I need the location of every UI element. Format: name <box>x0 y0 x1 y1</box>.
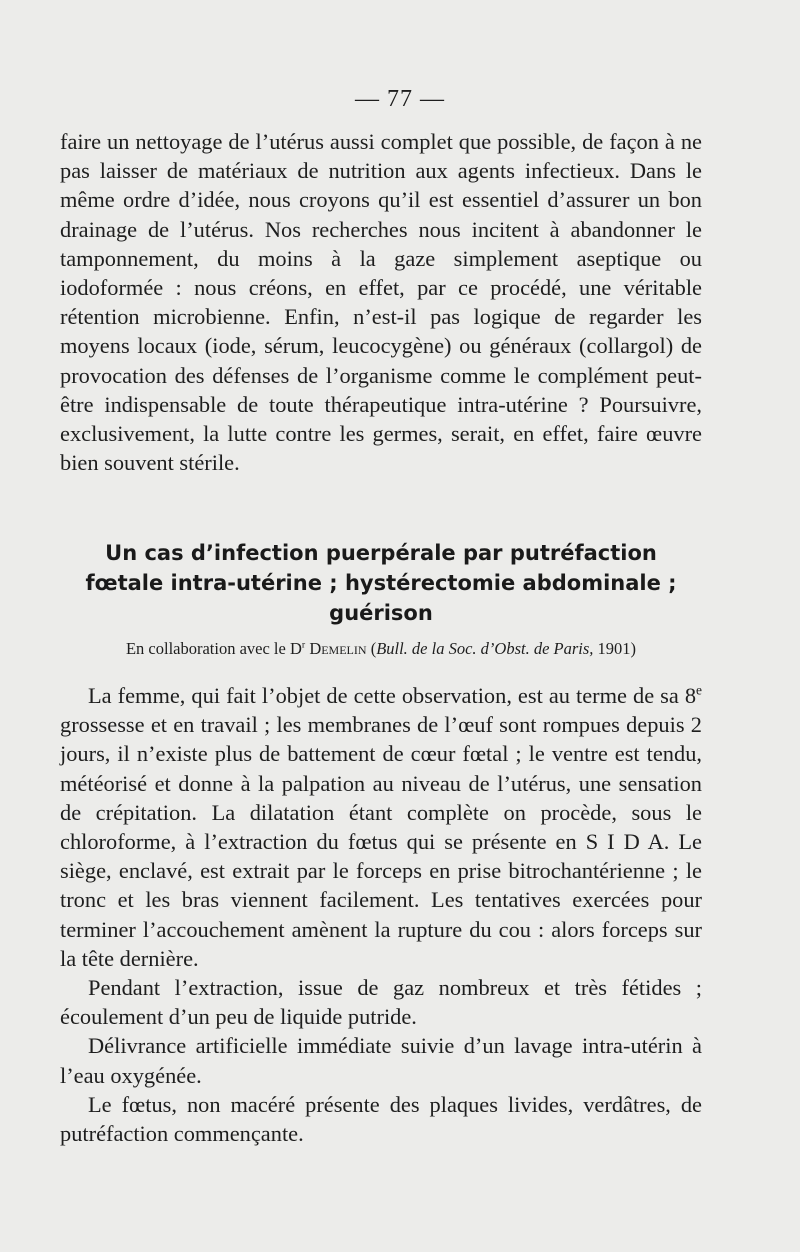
section-title-line-3: guérison <box>329 601 433 625</box>
citation-open: ( <box>366 639 377 658</box>
citation-year: 1901) <box>593 639 637 658</box>
citation-line <box>60 638 702 660</box>
case-paragraph-1-a: La femme, qui fait l’objet de cette observation, est au terme de sa 8 <box>88 683 697 708</box>
case-report-text <box>60 681 702 1148</box>
case-paragraph-1-b: grossesse et en travail ; les membranes de l’œuf sont rompues depuis 2 jours, il n’existe plus de battement de cœur fœtal ; le ventre est tendu, météorisé et donne à la palpation au niveau de l’utérus, une sensation de crépitation. La dilatation étant complète on procède, sous le chloroforme, à l’extraction du fœtus qui se présente en S I D A. Le siège, enclavé, est extrait par le forceps en prise bitrochantérienne ; le tronc et les bras viennent facilement. Les tentatives exercées pour terminer l’accouchement amènent la rupture du cou : alors forceps sur la tête dernière. <box>60 712 702 971</box>
case-paragraph-4: Le fœtus, non macéré présente des plaques livides, verdâtres, de putréfaction commençante. <box>60 1091 702 1147</box>
case-paragraph-2: Pendant l’extraction, issue de gaz nombreux et très fétides ; écoulement d’un peu de liquide putride. <box>60 975 702 1030</box>
continuation-paragraph: faire un nettoyage de l’utérus aussi complet que possible, de façon à ne pas laisser de matériaux de nutrition aux agents infectieux. Dans le même ordre d’idée, nous croyons qu’il est essentiel d’assurer un bon drainage de l’utérus. Nos recherches nous incitent à abandonner le tamponnement, du moins à la gaze simplement aseptique ou iodoformée : nous créons, en effet, par ce procédé, une véritable rétention microbienne. Enfin, n’est-il pas logique de regarder les moyens locaux (iode, sérum, leucocygène) ou généraux (collargol) de provocation des défenses de l’organisme comme le complément peut-être indispensable de toute thérapeutique intra-utérine ? Poursuivre, exclusivement, la lutte contre les germes, serait, en effet, faire œuvre bien souvent stérile. <box>60 129 702 476</box>
citation-journal: Bull. de la Soc. d’Obst. de Paris, <box>376 639 594 658</box>
case-paragraph-1 <box>60 681 702 973</box>
citation-author: Demelin <box>309 639 367 658</box>
citation-prefix: En collaboration avec le D <box>125 639 302 658</box>
section-title-line-1: Un cas d’infection puerpérale par putréfaction <box>105 541 657 565</box>
section-title <box>60 538 702 628</box>
page-number: — 77 — <box>355 86 445 112</box>
section-title-line-2: fœtale intra-utérine ; hystérectomie abdominale ; <box>85 571 677 595</box>
continuation-text <box>60 127 702 477</box>
citation-prefix-sup: r <box>301 639 306 651</box>
case-paragraph-3: Délivrance artificielle immédiate suivie d’un lavage intra-utérin à l’eau oxygénée. <box>60 1033 702 1088</box>
case-paragraph-1-sup: e <box>696 682 702 698</box>
